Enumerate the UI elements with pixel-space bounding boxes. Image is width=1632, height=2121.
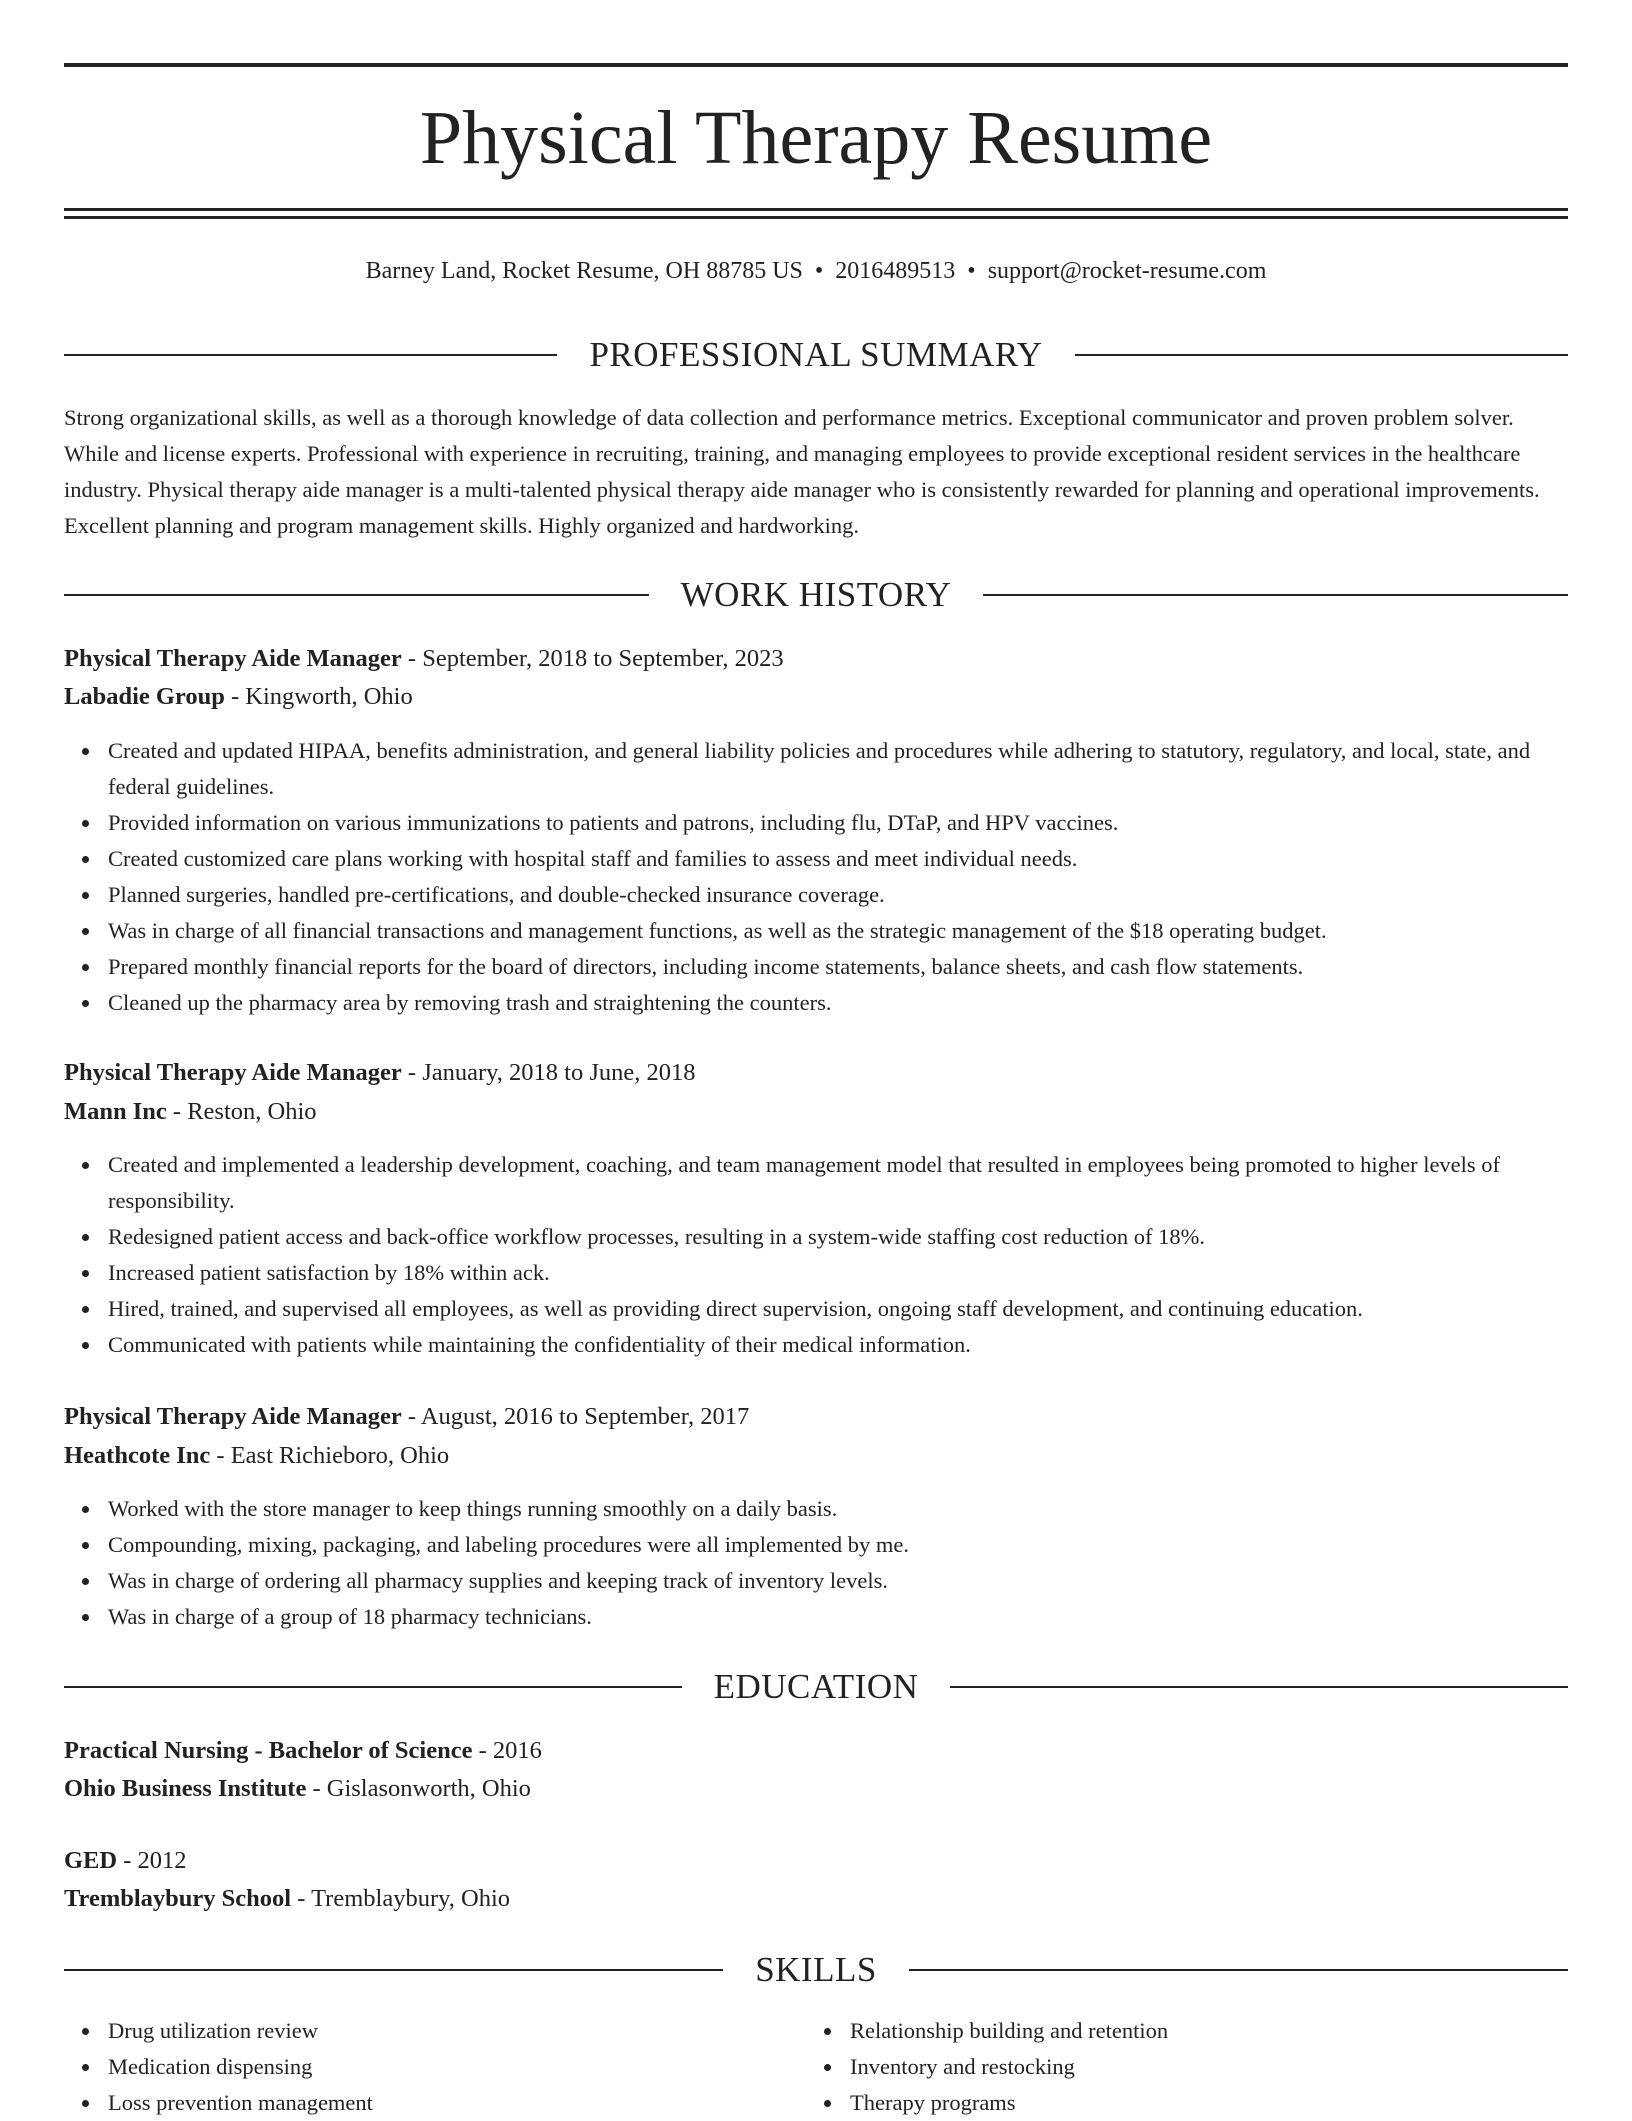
job-bullets [64,1491,1568,1635]
job-company-line [64,1094,1568,1130]
list-item: Was in charge of a group of 18 pharmacy technicians. [108,1599,1568,1635]
list-item: Hired, trained, and supervised all employees, as well as providing direct supervision, ongoing staff development, and continuing education. [108,1291,1568,1327]
job-title-line [64,641,1568,677]
list-item: Provided information on various immunizations to patients and patrons, including flu, DTaP, and HPV vaccines. [108,805,1568,841]
list-item: Cleaned up the pharmacy area by removing trash and straightening the counters. [108,985,1568,1021]
education-location: - Tremblaybury, Ohio [291,1885,511,1912]
education-degree-line [64,1843,1568,1879]
job-location: - Kingworth, Ohio [224,683,413,710]
divider [1075,354,1568,356]
divider [64,354,557,356]
job-company: Heathcote Inc [64,1442,211,1469]
list-item: Planned surgeries, handled pre-certifications, and double-checked insurance coverage. [108,877,1568,913]
list-item: Redesigned patient access and back-office workflow processes, resulting in a system-wide staffing cost reduction of 18%. [108,1219,1568,1255]
skill-item: Loss prevention management [108,2085,804,2121]
job-bullets [64,1147,1568,1363]
summary-text: Strong organizational skills, as well as a thorough knowledge of data collection and performance metrics. Exceptional communicator and proven problem solver. While and license experts. Professional with experience in recruiting, training, and managing employees to provide exceptional resident services in the healthcare industry. Physical therapy aide manager is a multi-talented physical therapy aide manager who is consistently rewarded for planning and operational improvements. Excellent planning and program management skills. Highly organized and hardworking. [64,405,1540,538]
page-title: Physical Therapy Resume [419,96,1213,180]
contact-line [64,254,1568,288]
education-degree-line [64,1733,1568,1769]
job-company: Mann Inc [64,1098,167,1125]
section-title: EDUCATION [713,1667,919,1706]
list-item: Prepared monthly financial reports for the board of directors, including income statements, balance sheets, and cash flow statements. [108,949,1568,985]
contact-email: support@rocket-resume.com [987,258,1267,284]
section-title: WORK HISTORY [680,575,952,614]
job-company-line [64,1438,1568,1474]
divider [983,594,1568,596]
education-year: - 2016 [472,1737,542,1764]
section-title: PROFESSIONAL SUMMARY [589,335,1043,374]
list-item: Was in charge of all financial transactions and management functions, as well as the strategic management of the $18 operating budget. [108,913,1568,949]
title-rule-lower [64,216,1568,219]
list-item: Created and implemented a leadership development, coaching, and team management model that resulted in employees being promoted to higher levels of responsibility. [108,1147,1568,1219]
section-heading-skills [64,1950,1568,1990]
job-company-line [64,679,1568,715]
job-dates: - August, 2016 to September, 2017 [401,1403,750,1430]
section-heading-education [64,1667,1568,1707]
education-location: - Gislasonworth, Ohio [306,1775,531,1802]
list-item: Communicated with patients while maintaining the confidentiality of their medical information. [108,1327,1568,1363]
job-title: Physical Therapy Aide Manager [64,1403,402,1430]
divider [909,1969,1568,1971]
contact-address: Barney Land, Rocket Resume, OH 88785 US [365,258,803,284]
job-title: Physical Therapy Aide Manager [64,645,402,672]
skill-item: Therapy programs [850,2085,1546,2121]
education-degree: GED [64,1847,118,1874]
skill-item: Relationship building and retention [850,2013,1546,2049]
list-item: Created and updated HIPAA, benefits administration, and general liability policies and procedures while adhering to statutory, regulatory, and local, state, and federal guidelines. [108,733,1568,805]
list-item: Increased patient satisfaction by 18% within ack. [108,1255,1568,1291]
contact-separator: • [967,258,976,284]
section-heading-work [64,575,1568,615]
divider [64,1686,682,1688]
education-school: Ohio Business Institute [64,1775,307,1802]
job-location: - East Richieboro, Ohio [210,1442,450,1469]
education-school-line [64,1881,1568,1917]
education-degree: Practical Nursing - Bachelor of Science [64,1737,473,1764]
section-heading-summary [64,335,1568,375]
job-title-line [64,1055,1568,1091]
skill-item: Medication dispensing [108,2049,804,2085]
divider [64,1969,723,1971]
skills-list-left [64,2013,804,2121]
job-bullets [64,733,1568,1021]
section-title: SKILLS [755,1950,877,1989]
education-school: Tremblaybury School [64,1885,292,1912]
skills-list-right [806,2013,1546,2121]
top-rule [64,63,1568,67]
divider [950,1686,1568,1688]
job-title: Physical Therapy Aide Manager [64,1059,402,1086]
contact-phone: 2016489513 [835,258,956,284]
job-dates: - September, 2018 to September, 2023 [401,645,784,672]
job-dates: - January, 2018 to June, 2018 [401,1059,696,1086]
education-year: - 2012 [117,1847,187,1874]
contact-separator: • [814,258,824,284]
list-item: Worked with the store manager to keep things running smoothly on a daily basis. [108,1491,1568,1527]
skill-item: Drug utilization review [108,2013,804,2049]
job-title-line [64,1399,1568,1435]
education-school-line [64,1771,1568,1807]
list-item: Compounding, mixing, packaging, and labeling procedures were all implemented by me. [108,1527,1568,1563]
job-company: Labadie Group [64,683,225,710]
list-item: Was in charge of ordering all pharmacy supplies and keeping track of inventory levels. [108,1563,1568,1599]
divider [64,594,649,596]
list-item: Created customized care plans working with hospital staff and families to assess and meet individual needs. [108,841,1568,877]
job-location: - Reston, Ohio [166,1098,317,1125]
title-rule-upper [64,208,1568,211]
skill-item: Inventory and restocking [850,2049,1546,2085]
